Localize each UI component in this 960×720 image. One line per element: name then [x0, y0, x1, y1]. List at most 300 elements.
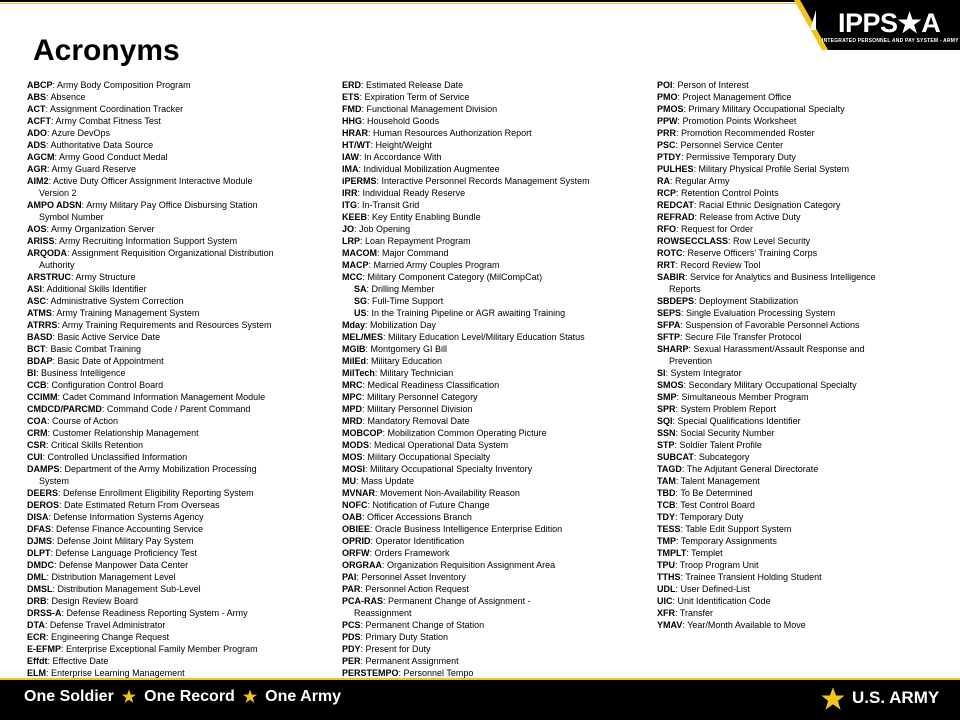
acronym-abbr: POI — [657, 80, 673, 90]
acronym-definition: Customer Relationship Management — [52, 428, 199, 438]
acronym-entry: FMD: Functional Management Division — [342, 104, 498, 114]
acronym-definition: Military Physical Profile Serial System — [698, 164, 850, 174]
acronym-entry: MilTech: Military Technician — [342, 368, 454, 378]
acronym-abbr: XFR — [657, 608, 675, 618]
acronym-definition: Height/Weight — [375, 140, 432, 150]
acronym-abbr: OPRID — [342, 536, 371, 546]
acronym-definition: Subcategory — [698, 452, 750, 462]
acronym-entry: TESS: Table Edit Support System — [657, 524, 792, 534]
acronym-entry: Mday: Mobilization Day — [342, 320, 437, 330]
acronym-abbr: ECR — [27, 632, 47, 642]
acronym-abbr: Mday — [342, 320, 366, 330]
acronym-entry: SQI: Special Qualifications Identifier — [657, 416, 801, 426]
acronym-abbr: ATRRS — [27, 320, 58, 330]
acronym-abbr: SFTP — [657, 332, 681, 342]
acronym-abbr: ADO — [27, 128, 47, 138]
acronym-abbr: ELM — [27, 668, 46, 678]
acronym-definition: Military Occupational Specialty Inventory — [370, 464, 533, 474]
acronym-abbr: PTDY — [657, 152, 682, 162]
acronym-definition: Additional Skills Identifier — [46, 284, 147, 294]
acronym-definition: Medical Readiness Classification — [367, 380, 500, 390]
acronym-definition: Retention Control Points — [681, 188, 779, 198]
acronym-entry: PCS: Permanent Change of Station — [342, 620, 485, 630]
acronym-entry: SFPA: Suspension of Favorable Personnel Actions — [657, 320, 860, 330]
acronym-definition: Personnel Service Center — [680, 140, 784, 150]
acronym-entry: ARQODA: Assignment Requisition Organizational Distribution Authority — [27, 247, 327, 271]
acronym-abbr: FMD — [342, 104, 362, 114]
acronym-definition: Defense Information Systems Agency — [53, 512, 204, 522]
acronym-entry: AIM2: Active Duty Officer Assignment Interactive Module Version 2 — [27, 175, 327, 199]
acronym-definition: Assignment Coordination Tracker — [50, 104, 184, 114]
acronym-abbr: TAGD — [657, 464, 682, 474]
acronym-abbr: ASI — [27, 284, 43, 294]
acronym-definition: Release from Active Duty — [699, 212, 801, 222]
acronym-abbr: MRD — [342, 416, 363, 426]
acronym-definition: Distribution Management Sub-Level — [57, 584, 201, 594]
acronym-definition: Defense Enrollment Eligibility Reporting System — [63, 488, 254, 498]
acronym-entry: MACP: Married Army Couples Program — [342, 260, 500, 270]
acronym-abbr: RCP — [657, 188, 677, 198]
acronym-definition: Army Combat Fitness Test — [55, 116, 161, 126]
acronym-abbr: MOS — [342, 452, 363, 462]
acronym-entry: HRAR: Human Resources Authorization Report — [342, 128, 532, 138]
acronym-definition: Absence — [50, 92, 86, 102]
acronym-definition: Mandatory Removal Date — [367, 416, 470, 426]
acronym-definition: Army Military Pay Office Disbursing Station — [86, 200, 258, 210]
acronym-abbr: MilTech — [342, 368, 375, 378]
acronym-definition: Notification of Future Change — [372, 500, 490, 510]
acronym-abbr: DRSS-A — [27, 608, 62, 618]
acronym-abbr: SI — [657, 368, 666, 378]
acronym-entry: SG: Full-Time Support — [354, 296, 444, 306]
acronym-abbr: ARSTRUC — [27, 272, 71, 282]
acronym-entry: RCP: Retention Control Points — [657, 188, 779, 198]
acronym-entry: IRR: Individual Ready Reserve — [342, 188, 466, 198]
acronym-abbr: MPC — [342, 392, 362, 402]
acronym-entry: MRD: Mandatory Removal Date — [342, 416, 470, 426]
acronym-definition: Distribution Management Level — [51, 572, 176, 582]
acronym-abbr: HHG — [342, 116, 362, 126]
logo-text: IPPS★A — [838, 8, 941, 38]
acronym-definition: Military Education Level/Military Education Status — [388, 332, 585, 342]
acronym-abbr: UIC — [657, 596, 673, 606]
acronym-definition: Basic Date of Appointment — [57, 356, 164, 366]
page-title: Acronyms — [33, 34, 180, 67]
acronym-abbr: iPERMS — [342, 176, 377, 186]
acronym-abbr: SSN — [657, 428, 676, 438]
acronym-abbr: PAI — [342, 572, 357, 582]
acronym-entry: SMOS: Secondary Military Occupational Specialty — [657, 380, 857, 390]
acronym-entry: PERSTEMPO: Personnel Tempo — [342, 668, 474, 678]
acronym-abbr: SMOS — [657, 380, 684, 390]
acronym-entry: CUI: Controlled Unclassified Information — [27, 452, 188, 462]
slogan-part-2: One Record — [144, 688, 235, 705]
acronym-entry: ETS: Expiration Term of Service — [342, 92, 470, 102]
acronym-definition-continued: Reassignment — [354, 608, 412, 618]
acronym-definition: Secure File Transfer Protocol — [685, 332, 802, 342]
star-icon: ★ — [121, 689, 137, 706]
acronym-entry: COA: Course of Action — [27, 416, 119, 426]
acronym-entry: SBDEPS: Deployment Stabilization — [657, 296, 799, 306]
acronym-definition: Simultaneous Member Program — [681, 392, 809, 402]
acronym-definition: Loan Repayment Program — [365, 236, 471, 246]
acronym-abbr: SQI — [657, 416, 673, 426]
acronym-abbr: DRB — [27, 596, 47, 606]
acronym-definition: The Adjutant General Directorate — [686, 464, 819, 474]
acronym-entry: BASD: Basic Active Service Date — [27, 332, 161, 342]
acronym-definition: Permanent Change of Assignment - — [388, 596, 531, 606]
acronym-definition: Orders Framework — [374, 548, 450, 558]
acronym-abbr: AOS — [27, 224, 47, 234]
acronym-definition: Army Good Conduct Medal — [59, 152, 168, 162]
acronym-entry: TDY: Temporary Duty — [657, 512, 744, 522]
acronym-definition: Defense Travel Administrator — [49, 620, 166, 630]
acronym-entry: DTA: Defense Travel Administrator — [27, 620, 166, 630]
acronym-abbr: MU — [342, 476, 356, 486]
acronym-definition: Azure DevOps — [51, 128, 111, 138]
acronym-definition: Drilling Member — [371, 284, 435, 294]
acronym-definition: Record Review Tool — [680, 260, 761, 270]
acronym-definition: In-Transit Grid — [362, 200, 420, 210]
acronym-entry: CCIMM: Cadet Command Information Management Module — [27, 392, 266, 402]
acronym-abbr: CMDCD/PARCMD — [27, 404, 102, 414]
acronym-definition: Sexual Harassment/Assault Response and — [693, 344, 865, 354]
acronym-entry: RA: Regular Army — [657, 176, 730, 186]
footer-bar — [0, 678, 960, 720]
acronym-definition: Individual Mobilization Augmentee — [363, 164, 500, 174]
acronym-abbr: ARQODA — [27, 248, 67, 258]
acronym-abbr: PDS — [342, 632, 361, 642]
acronym-abbr: TAM — [657, 476, 676, 486]
acronym-entry: TMP: Temporary Assignments — [657, 536, 777, 546]
acronym-abbr: SBDEPS — [657, 296, 695, 306]
acronym-entry: ORGRAA: Organization Requisition Assignment Area — [342, 560, 556, 570]
acronym-entry: PMOS: Primary Military Occupational Specialty — [657, 104, 845, 114]
acronym-definition: Soldier Talent Profile — [679, 440, 762, 450]
acronym-definition: System Problem Report — [680, 404, 777, 414]
acronym-abbr: ABS — [27, 92, 47, 102]
acronym-definition: Basic Active Service Date — [57, 332, 161, 342]
acronym-abbr: UDL — [657, 584, 676, 594]
acronym-definition-continued: Reports — [669, 284, 701, 294]
acronym-definition: System Integrator — [670, 368, 742, 378]
acronym-abbr: MVNAR — [342, 488, 375, 498]
acronym-abbr: TMPLT — [657, 548, 687, 558]
acronym-entry: ADS: Authoritative Data Source — [27, 140, 154, 150]
acronym-entry: PDS: Primary Duty Station — [342, 632, 449, 642]
acronym-abbr: LRP — [342, 236, 360, 246]
acronym-definition: Test Control Board — [680, 500, 755, 510]
acronym-entry: LRP: Loan Repayment Program — [342, 236, 471, 246]
acronym-abbr: CCB — [27, 380, 47, 390]
acronym-definition: Personnel Action Request — [365, 584, 469, 594]
acronym-definition: Major Command — [382, 248, 449, 258]
acronym-abbr: SHARP — [657, 344, 689, 354]
acronym-definition: Permanent Change of Station — [365, 620, 485, 630]
acronym-definition: Military Technician — [379, 368, 454, 378]
acronym-entry: OPRID: Operator Identification — [342, 536, 465, 546]
acronym-entry: OAB: Officer Accessions Branch — [342, 512, 472, 522]
acronym-abbr: SABIR — [657, 272, 686, 282]
army-star-icon — [818, 684, 848, 714]
acronym-definition: Special Qualifications Identifier — [677, 416, 801, 426]
acronym-definition: Personnel Tempo — [403, 668, 474, 678]
acronym-entry: SMP: Simultaneous Member Program — [657, 392, 809, 402]
acronym-abbr: PRR — [657, 128, 677, 138]
acronym-entry: POI: Person of Interest — [657, 80, 749, 90]
acronym-abbr: DAMPS — [27, 464, 60, 474]
acronym-definition: Temporary Assignments — [680, 536, 777, 546]
acronym-entry: TTHS: Trainee Transient Holding Student — [657, 572, 822, 582]
acronym-definition: Basic Combat Training — [50, 344, 142, 354]
acronym-abbr: SFPA — [657, 320, 681, 330]
acronym-abbr: US — [354, 308, 367, 318]
acronym-entry: AGCM: Army Good Conduct Medal — [27, 152, 168, 162]
acronym-column-2 — [342, 79, 642, 679]
acronym-definition: Personnel Asset Inventory — [361, 572, 466, 582]
acronym-abbr: DFAS — [27, 524, 52, 534]
acronym-entry: MU: Mass Update — [342, 476, 415, 486]
slogan-part-3: One Army — [265, 688, 342, 705]
acronym-entry: IAW: In Accordance With — [342, 152, 442, 162]
acronym-definition: Reserve Officers' Training Corps — [687, 248, 818, 258]
acronym-entry: DML: Distribution Management Level — [27, 572, 176, 582]
acronym-definition: Year/Month Available to Move — [687, 620, 806, 630]
acronym-abbr: CSR — [27, 440, 47, 450]
acronym-entry: SI: System Integrator — [657, 368, 742, 378]
acronym-definition: User Defined-List — [680, 584, 751, 594]
acronym-definition: Promotion Points Worksheet — [682, 116, 797, 126]
acronym-entry: SUBCAT: Subcategory — [657, 452, 750, 462]
acronym-entry: ECR: Engineering Change Request — [27, 632, 170, 642]
acronym-abbr: BCT — [27, 344, 46, 354]
acronym-definition: Individual Ready Reserve — [362, 188, 466, 198]
acronym-entry: OBIEE: Oracle Business Intelligence Enterprise Edition — [342, 524, 563, 534]
acronym-entry: E-EFMP: Enterprise Exceptional Family Member Program — [27, 644, 258, 654]
acronym-definition: Project Management Office — [682, 92, 792, 102]
acronym-abbr: MODS — [342, 440, 369, 450]
acronym-entry: ORFW: Orders Framework — [342, 548, 450, 558]
acronym-abbr: PULHES — [657, 164, 694, 174]
acronym-definition: Unit Identification Code — [677, 596, 771, 606]
slogan-part-1: One Soldier — [24, 688, 114, 705]
acronym-entry: MilEd: Military Education — [342, 356, 443, 366]
logo-subtitle: INTEGRATED PERSONNEL AND PAY SYSTEM - ARMY — [822, 38, 959, 44]
acronym-entry: ERD: Estimated Release Date — [342, 80, 464, 90]
acronym-entry: MVNAR: Movement Non-Availability Reason — [342, 488, 520, 498]
acronym-definition: Army Organization Server — [51, 224, 155, 234]
acronym-definition: Configuration Control Board — [51, 380, 164, 390]
acronym-entry: TAGD: The Adjutant General Directorate — [657, 464, 819, 474]
acronym-column-1 — [27, 79, 327, 679]
acronym-abbr: MCC — [342, 272, 363, 282]
ipps-a-logo — [780, 0, 960, 50]
acronym-definition: Service for Analytics and Business Intelligence — [690, 272, 876, 282]
acronym-definition: Regular Army — [675, 176, 730, 186]
acronym-entry: XFR: Transfer — [657, 608, 714, 618]
acronym-abbr: BI — [27, 368, 36, 378]
acronym-abbr: DMSL — [27, 584, 53, 594]
acronym-definition: Montgomery GI Bill — [370, 344, 448, 354]
acronym-entry: SEPS: Single Evaluation Processing System — [657, 308, 836, 318]
acronym-definition: Key Entity Enabling Bundle — [372, 212, 481, 222]
acronym-definition-continued: Authority — [39, 260, 75, 270]
acronym-definition: Organization Requisition Assignment Area — [387, 560, 556, 570]
acronym-entry: SABIR: Service for Analytics and Business Intelligence Reports — [657, 271, 957, 295]
acronym-entry: DFAS: Defense Finance Accounting Service — [27, 524, 204, 534]
acronym-abbr: E-EFMP — [27, 644, 62, 654]
acronym-abbr: PMO — [657, 92, 678, 102]
acronym-definition: Active Duty Officer Assignment Interactive Module — [53, 176, 253, 186]
acronym-abbr: PERSTEMPO — [342, 668, 399, 678]
acronym-entry: RFO: Request for Order — [657, 224, 754, 234]
acronym-entry: REDCAT: Racial Ethnic Designation Category — [657, 200, 841, 210]
acronym-definition: Single Evaluation Processing System — [686, 308, 836, 318]
acronym-abbr: CCIMM — [27, 392, 58, 402]
acronym-abbr: ORGRAA — [342, 560, 382, 570]
acronym-entry: DMSL: Distribution Management Sub-Level — [27, 584, 201, 594]
acronym-entry: MRC: Medical Readiness Classification — [342, 380, 500, 390]
acronym-entry: PPW: Promotion Points Worksheet — [657, 116, 797, 126]
footer-gold-line — [0, 678, 960, 680]
acronym-entry: TPU: Troop Program Unit — [657, 560, 759, 570]
acronym-definition: Defense Joint Military Pay System — [57, 536, 194, 546]
acronym-entry: TBD: To Be Determined — [657, 488, 753, 498]
acronym-entry: ASI: Additional Skills Identifier — [27, 284, 147, 294]
acronym-definition: Military Personnel Category — [367, 392, 478, 402]
acronym-abbr: MGIB — [342, 344, 366, 354]
acronym-entry: IMA: Individual Mobilization Augmentee — [342, 164, 500, 174]
acronym-definition: Temporary Duty — [679, 512, 744, 522]
acronym-entry: ROTC: Reserve Officers' Training Corps — [657, 248, 818, 258]
acronym-abbr: JO — [342, 224, 355, 234]
acronym-definition: Permissive Temporary Duty — [686, 152, 796, 162]
acronym-abbr: IMA — [342, 164, 359, 174]
acronym-abbr: COA — [27, 416, 47, 426]
acronym-definition: Mobilization Common Operating Picture — [387, 428, 547, 438]
acronym-entry: DAMPS: Department of the Army Mobilization Processing System — [27, 463, 327, 487]
acronym-abbr: DJMS — [27, 536, 53, 546]
acronym-abbr: MOBCOP — [342, 428, 383, 438]
acronym-definition: Administrative System Correction — [50, 296, 184, 306]
acronym-definition: Primary Military Occupational Specialty — [688, 104, 845, 114]
acronym-entry: iPERMS: Interactive Personnel Records Management System — [342, 176, 590, 186]
acronym-abbr: ETS — [342, 92, 360, 102]
acronym-entry: CRM: Customer Relationship Management — [27, 428, 199, 438]
acronym-entry: BI: Business Intelligence — [27, 368, 126, 378]
acronym-column-3 — [657, 79, 957, 631]
acronym-abbr: SEPS — [657, 308, 682, 318]
acronym-definition: Authoritative Data Source — [50, 140, 154, 150]
acronym-abbr: PSC — [657, 140, 676, 150]
acronym-definition: Design Review Board — [51, 596, 139, 606]
acronym-entry: CCB: Configuration Control Board — [27, 380, 164, 390]
acronym-definition: Army Structure — [75, 272, 136, 282]
acronym-entry: TAM: Talent Management — [657, 476, 760, 486]
acronym-abbr: TMP — [657, 536, 676, 546]
acronym-entry: SHARP: Sexual Harassment/Assault Response and Prevention — [657, 343, 957, 367]
acronym-definition: Primary Duty Station — [365, 632, 449, 642]
acronym-entry: ACT: Assignment Coordination Tracker — [27, 104, 184, 114]
acronym-definition: Defense Finance Accounting Service — [56, 524, 204, 534]
acronym-abbr: MPD — [342, 404, 362, 414]
acronym-definition: Date Estimated Return From Overseas — [64, 500, 220, 510]
acronym-definition: Social Security Number — [680, 428, 775, 438]
acronym-definition: Human Resources Authorization Report — [373, 128, 532, 138]
acronym-entry: PAR: Personnel Action Request — [342, 584, 469, 594]
acronym-abbr: ATMS — [27, 308, 52, 318]
acronym-definition: Templet — [691, 548, 723, 558]
acronym-definition-continued: Version 2 — [39, 188, 77, 198]
acronym-definition: Enterprise Exceptional Family Member Program — [66, 644, 258, 654]
acronym-abbr: TTHS — [657, 572, 681, 582]
acronym-entry: BDAP: Basic Date of Appointment — [27, 356, 164, 366]
acronym-abbr: DTA — [27, 620, 45, 630]
acronym-abbr: REFRAD — [657, 212, 695, 222]
acronym-definition: Promotion Recommended Roster — [681, 128, 815, 138]
acronym-entry: SSN: Social Security Number — [657, 428, 775, 438]
acronym-abbr: DML — [27, 572, 47, 582]
acronym-abbr: REDCAT — [657, 200, 694, 210]
acronym-entry: MACOM: Major Command — [342, 248, 449, 258]
acronym-entry: PAI: Personnel Asset Inventory — [342, 572, 466, 582]
acronym-definition: Suspension of Favorable Personnel Actions — [685, 320, 860, 330]
acronym-definition: Military Component Category (MilCompCat) — [367, 272, 543, 282]
acronym-abbr: BDAP — [27, 356, 53, 366]
acronym-abbr: MilEd — [342, 356, 366, 366]
acronym-definition: Functional Management Division — [366, 104, 498, 114]
acronym-entry: MODS: Medical Operational Data System — [342, 440, 509, 450]
acronym-definition: Department of the Army Mobilization Processing — [64, 464, 257, 474]
acronym-entry: REFRAD: Release from Active Duty — [657, 212, 801, 222]
acronym-abbr: KEEB — [342, 212, 368, 222]
acronym-entry: PER: Permanent Assignment — [342, 656, 459, 666]
acronym-entry: ACFT: Army Combat Fitness Test — [27, 116, 161, 126]
acronym-definition: Enterprise Learning Management — [51, 668, 185, 678]
acronym-abbr: TDY — [657, 512, 675, 522]
acronym-entry: RRT: Record Review Tool — [657, 260, 761, 270]
acronym-abbr: DEROS — [27, 500, 60, 510]
acronym-abbr: CRM — [27, 428, 48, 438]
acronym-entry: NOFC: Notification of Future Change — [342, 500, 490, 510]
acronym-entry: UIC: Unit Identification Code — [657, 596, 771, 606]
acronym-abbr: HRAR — [342, 128, 368, 138]
acronym-abbr: SA — [354, 284, 367, 294]
acronym-definition-continued: Prevention — [669, 356, 713, 366]
acronym-entry: ABCP: Army Body Composition Program — [27, 80, 191, 90]
acronym-abbr: SPR — [657, 404, 676, 414]
acronym-definition: Army Body Composition Program — [57, 80, 191, 90]
acronym-entry: MOSI: Military Occupational Specialty Inventory — [342, 464, 533, 474]
acronym-entry: HT/WT: Height/Weight — [342, 140, 432, 150]
acronym-entry: PRR: Promotion Recommended Roster — [657, 128, 815, 138]
acronym-entry: MPC: Military Personnel Category — [342, 392, 478, 402]
acronym-entry: BCT: Basic Combat Training — [27, 344, 142, 354]
acronym-definition: Effective Date — [52, 656, 109, 666]
acronym-entry: CSR: Critical Skills Retention — [27, 440, 144, 450]
acronym-entry: ATRRS: Army Training Requirements and Resources System — [27, 320, 272, 330]
acronym-abbr: TESS — [657, 524, 681, 534]
acronym-definition: Married Army Couples Program — [373, 260, 500, 270]
acronym-entry: ABS: Absence — [27, 92, 86, 102]
acronym-abbr: TPU — [657, 560, 675, 570]
us-army-logo — [818, 683, 938, 715]
acronym-abbr: SG — [354, 296, 368, 306]
acronym-abbr: PAR — [342, 584, 361, 594]
acronym-definition: Command Code / Parent Command — [106, 404, 251, 414]
acronym-entry: Effdt: Effective Date — [27, 656, 109, 666]
acronym-abbr: SMP — [657, 392, 677, 402]
